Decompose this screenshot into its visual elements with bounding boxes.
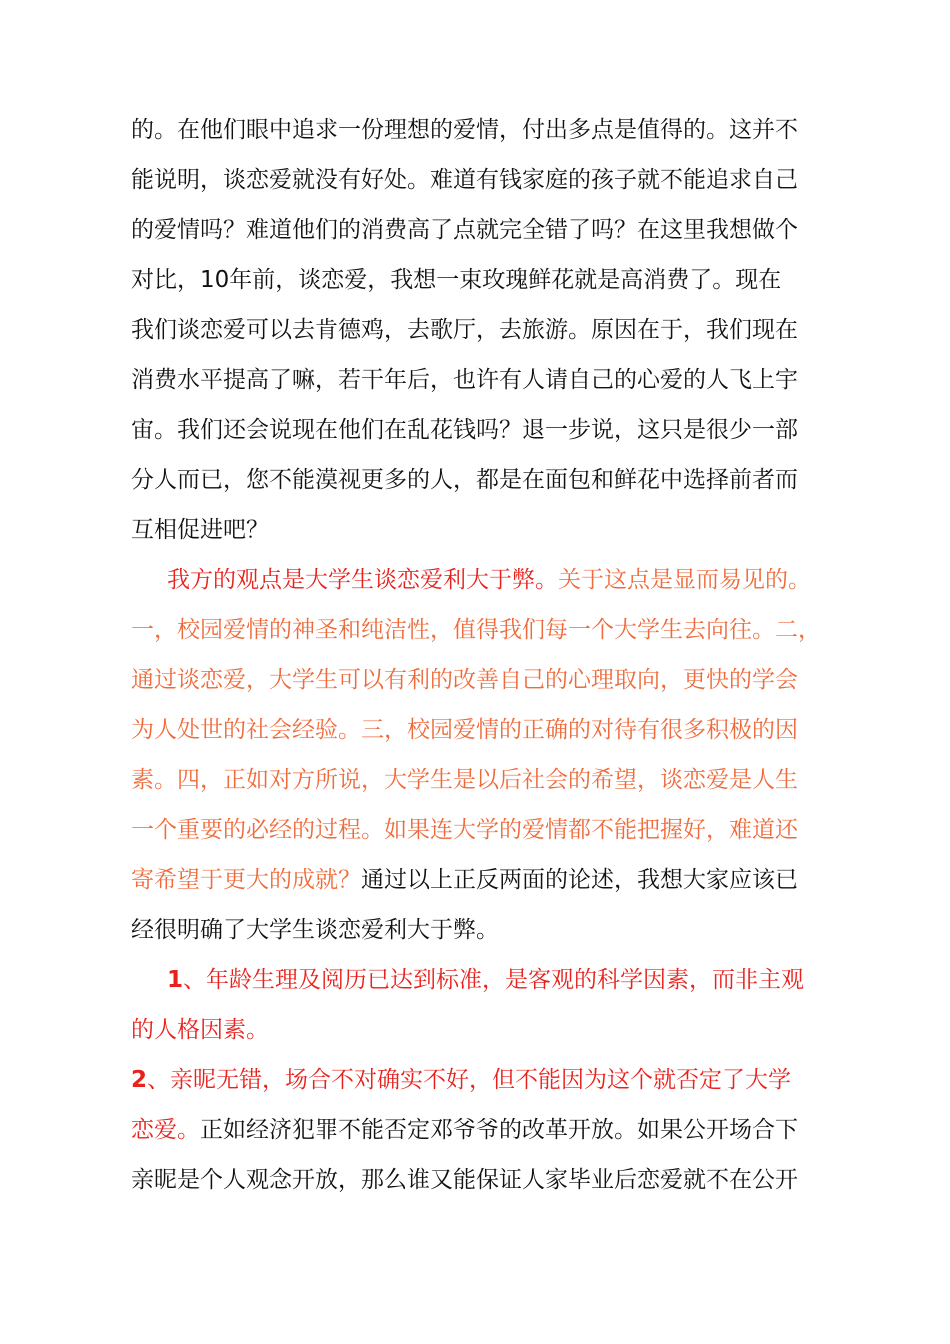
point-2-text: 、亲昵无错，场合不对确实不好，但不能因为这个就否定了大学 [147,1067,792,1093]
paragraph-1-line-8: 分人而已，您不能漠视更多的人，都是在面包和鲜花中选择前者而 [131,467,798,493]
point-2-line-3: 亲昵是个人观念开放，那么谁又能保证人家毕业后恋爱就不在公开 [131,1167,798,1193]
paragraph-1-line-4-start: 对比， [131,267,200,293]
point-2-line-1 [131,1065,791,1095]
point-1-number: 1 [167,967,184,993]
point-1-line-2: 的人格因素。 [131,1017,269,1043]
paragraph-1-line-7: 宙。我们还会说现在他们在乱花钱吗？退一步说，这只是很少一部 [131,417,798,443]
paragraph-2-line-2: 一，校园爱情的神圣和纯洁性，值得我们每一个大学生去向往。二， [131,617,821,643]
paragraph-2-line-5: 素。四，正如对方所说，大学生是以后社会的希望，谈恋爱是人生 [131,767,798,793]
paragraph-1-line-4-end: 年前，谈恋爱，我想一束玫瑰鲜花就是高消费了。现在 [229,267,782,293]
paragraph-2-line-1-end: 关于这点是显而易见的。 [558,567,811,593]
paragraph-1-line-6: 消费水平提高了嘛，若干年后，也许有人请自己的心爱的人飞上宇 [131,367,798,393]
point-2-line-2-start: 恋爱。 [131,1117,200,1143]
paragraph-1-line-1: 的。在他们眼中追求一份理想的爱情，付出多点是值得的。这并不 [131,117,798,143]
paragraph-2-line-1 [167,565,811,595]
paragraph-1-line-4 [131,265,781,295]
paragraph-2-line-3: 通过谈恋爱，大学生可以有利的改善自己的心理取向，更快的学会 [131,667,798,693]
paragraph-1-line-9: 互相促进吧？ [131,517,269,543]
point-1-line-1 [167,965,804,995]
paragraph-2-line-6: 一个重要的必经的过程。如果连大学的爱情都不能把握好，难道还 [131,817,798,843]
paragraph-1-number: 10 [200,267,230,293]
paragraph-2-line-8: 经很明确了大学生谈恋爱利大于弊。 [131,917,499,943]
point-2-number: 2 [131,1067,148,1093]
paragraph-1-line-2: 能说明，谈恋爱就没有好处。难道有钱家庭的孩子就不能追求自己 [131,167,798,193]
point-2-line-2 [131,1115,798,1145]
paragraph-1-line-3: 的爱情吗？难道他们的消费高了点就完全错了吗？在这里我想做个 [131,217,798,243]
paragraph-2-line-7-start: 寄希望于更大的成就？ [131,867,361,893]
paragraph-2-thesis: 我方的观点是大学生谈恋爱利大于弊。 [167,567,558,593]
paragraph-2-line-7 [131,865,798,895]
paragraph-2-line-7-end: 通过以上正反两面的论述，我想大家应该已 [361,867,798,893]
point-2-line-2-end: 正如经济犯罪不能否定邓爷爷的改革开放。如果公开场合下 [200,1117,798,1143]
point-1-text: 、年龄生理及阅历已达到标准，是客观的科学因素，而非主观 [183,967,805,993]
paragraph-1-line-5: 我们谈恋爱可以去肯德鸡，去歌厅，去旅游。原因在于，我们现在 [131,317,798,343]
paragraph-2-line-4: 为人处世的社会经验。三，校园爱情的正确的对待有很多积极的因 [131,717,798,743]
